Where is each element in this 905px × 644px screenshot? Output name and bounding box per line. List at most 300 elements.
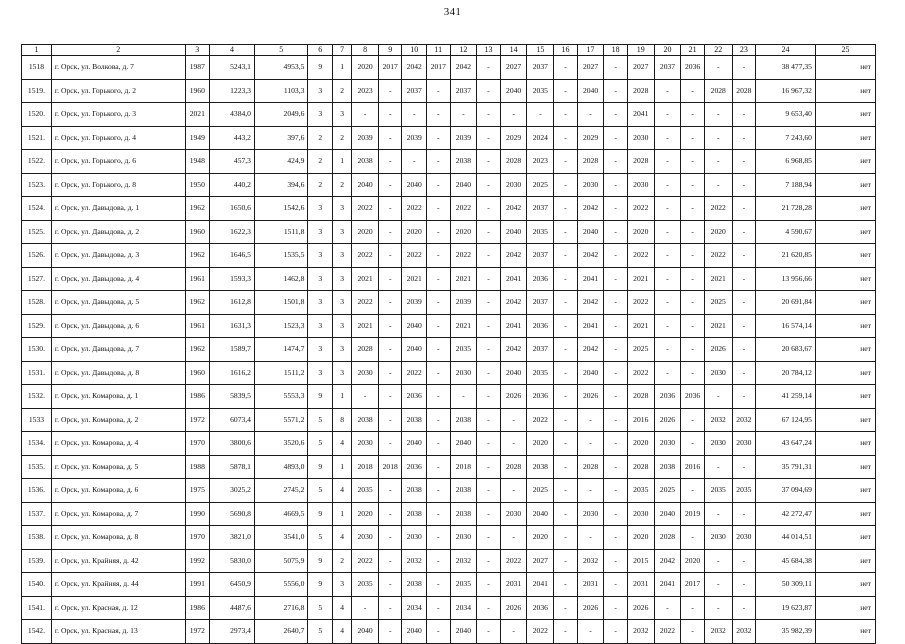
- cell-col-14: -: [500, 620, 527, 644]
- cell-col-19: 2030: [627, 126, 654, 150]
- cell-col-18: -: [604, 479, 628, 503]
- capital-repair-table: [21, 44, 876, 644]
- cell-col-22: -: [704, 173, 732, 197]
- flag-cell: нет: [815, 455, 875, 479]
- cell-col-6: 5: [308, 596, 333, 620]
- cell-col-6: 2: [308, 126, 333, 150]
- cell-col-14: 2028: [500, 150, 527, 174]
- cell-col-17: -: [577, 479, 604, 503]
- table-row: [22, 361, 876, 385]
- cell-col-23: -: [732, 573, 756, 597]
- cost-cell: 43 647,24: [756, 432, 816, 456]
- cell-col-21: 2019: [681, 502, 705, 526]
- cell-col-6: 2: [308, 173, 333, 197]
- cell-col-19: 2028: [627, 150, 654, 174]
- cell-col-5: 1501,8: [254, 291, 307, 315]
- cell-col-5: 4669,5: [254, 502, 307, 526]
- cell-col-7: 2: [333, 79, 352, 103]
- cell-col-22: 2035: [704, 479, 732, 503]
- cell-col-9: -: [378, 385, 402, 409]
- cell-col-23: 2030: [732, 526, 756, 550]
- table-row: [22, 244, 876, 268]
- cell-col-9: -: [378, 103, 402, 127]
- cell-col-9: -: [378, 596, 402, 620]
- row-number: 1529.: [22, 314, 52, 338]
- cell-col-6: 9: [308, 502, 333, 526]
- cell-col-10: 2039: [402, 126, 427, 150]
- cell-col-9: -: [378, 79, 402, 103]
- cell-col-13: -: [477, 244, 501, 268]
- cell-col-16: -: [554, 408, 578, 432]
- cell-col-17: 2040: [577, 220, 604, 244]
- cell-col-6: 3: [308, 314, 333, 338]
- address-cell: г. Орск, ул. Горького, д. 8: [51, 173, 185, 197]
- cell-col-14: 2042: [500, 338, 527, 362]
- cell-col-23: -: [732, 126, 756, 150]
- cell-col-16: -: [554, 385, 578, 409]
- cell-col-18: -: [604, 385, 628, 409]
- cell-col-12: 2021: [450, 314, 477, 338]
- cell-col-19: 2020: [627, 432, 654, 456]
- cell-col-8: 2030: [352, 432, 379, 456]
- cell-col-9: -: [378, 267, 402, 291]
- cell-col-15: 2036: [527, 596, 554, 620]
- table-row: [22, 479, 876, 503]
- cell-col-20: 2028: [654, 526, 681, 550]
- cost-cell: 9 653,40: [756, 103, 816, 127]
- cell-col-6: 5: [308, 526, 333, 550]
- cell-col-15: 2022: [527, 408, 554, 432]
- flag-cell: нет: [815, 620, 875, 644]
- cell-col-19: 2021: [627, 267, 654, 291]
- cell-col-5: 5553,3: [254, 385, 307, 409]
- cell-col-19: 2031: [627, 573, 654, 597]
- cell-col-17: 2030: [577, 173, 604, 197]
- cost-cell: 67 124,95: [756, 408, 816, 432]
- cell-col-3: 1970: [185, 432, 210, 456]
- cost-cell: 50 309,11: [756, 573, 816, 597]
- cell-col-5: 2745,2: [254, 479, 307, 503]
- cell-col-5: 1523,3: [254, 314, 307, 338]
- cost-cell: 7 188,94: [756, 173, 816, 197]
- cell-col-23: -: [732, 361, 756, 385]
- address-cell: г. Орск, ул. Давыдова, д. 6: [51, 314, 185, 338]
- cell-col-12: 2034: [450, 596, 477, 620]
- cell-col-11: -: [427, 620, 451, 644]
- cell-col-23: -: [732, 385, 756, 409]
- cost-cell: 7 243,60: [756, 126, 816, 150]
- cell-col-17: -: [577, 620, 604, 644]
- address-cell: г. Орск, ул. Крайняя, д. 42: [51, 549, 185, 573]
- cell-col-9: -: [378, 549, 402, 573]
- address-cell: г. Орск, ул. Давыдова, д. 8: [51, 361, 185, 385]
- column-header-8: 8: [352, 45, 379, 56]
- cell-col-14: 2042: [500, 244, 527, 268]
- cell-col-3: 1972: [185, 408, 210, 432]
- cell-col-20: -: [654, 150, 681, 174]
- cell-col-5: 1535,5: [254, 244, 307, 268]
- cell-col-8: 2022: [352, 244, 379, 268]
- cell-col-4: 2973,4: [210, 620, 255, 644]
- cell-col-13: -: [477, 126, 501, 150]
- cell-col-4: 6073,4: [210, 408, 255, 432]
- cell-col-8: 2039: [352, 126, 379, 150]
- column-header-11: 11: [427, 45, 451, 56]
- cell-col-16: -: [554, 103, 578, 127]
- flag-cell: нет: [815, 526, 875, 550]
- cell-col-13: -: [477, 150, 501, 174]
- cell-col-9: -: [378, 220, 402, 244]
- cell-col-19: 2041: [627, 103, 654, 127]
- cell-col-17: 2028: [577, 150, 604, 174]
- cell-col-15: 2024: [527, 126, 554, 150]
- cell-col-21: -: [681, 479, 705, 503]
- cell-col-23: -: [732, 502, 756, 526]
- cell-col-11: -: [427, 385, 451, 409]
- cell-col-19: 2022: [627, 361, 654, 385]
- cell-col-8: -: [352, 385, 379, 409]
- cell-col-16: -: [554, 596, 578, 620]
- cell-col-18: -: [604, 291, 628, 315]
- cell-col-16: -: [554, 338, 578, 362]
- address-cell: г. Орск, ул. Комарова, д. 8: [51, 526, 185, 550]
- table-row: [22, 526, 876, 550]
- cell-col-23: -: [732, 150, 756, 174]
- address-cell: г. Орск, ул. Волкова, д. 7: [51, 56, 185, 80]
- cell-col-9: -: [378, 338, 402, 362]
- cell-col-13: -: [477, 197, 501, 221]
- cell-col-18: -: [604, 361, 628, 385]
- cell-col-23: 2035: [732, 479, 756, 503]
- cost-cell: 19 623,87: [756, 596, 816, 620]
- cell-col-3: 1975: [185, 479, 210, 503]
- cost-cell: 21 620,85: [756, 244, 816, 268]
- cell-col-11: -: [427, 573, 451, 597]
- cell-col-17: -: [577, 432, 604, 456]
- cell-col-22: 2020: [704, 220, 732, 244]
- cell-col-23: -: [732, 103, 756, 127]
- cell-col-21: -: [681, 291, 705, 315]
- cell-col-11: -: [427, 502, 451, 526]
- cell-col-7: 1: [333, 455, 352, 479]
- column-header-13: 13: [477, 45, 501, 56]
- cell-col-11: -: [427, 479, 451, 503]
- row-number: 1539.: [22, 549, 52, 573]
- cell-col-3: 1961: [185, 314, 210, 338]
- cell-col-11: -: [427, 596, 451, 620]
- cell-col-15: 2037: [527, 291, 554, 315]
- cell-col-22: 2026: [704, 338, 732, 362]
- cell-col-12: -: [450, 103, 477, 127]
- cell-col-23: 2032: [732, 620, 756, 644]
- cell-col-6: 3: [308, 220, 333, 244]
- cell-col-21: -: [681, 620, 705, 644]
- cell-col-10: 2020: [402, 220, 427, 244]
- cell-col-4: 3800,6: [210, 432, 255, 456]
- address-cell: г. Орск, ул. Красная, д. 13: [51, 620, 185, 644]
- cell-col-7: 3: [333, 197, 352, 221]
- table-row: [22, 502, 876, 526]
- cell-col-21: 2036: [681, 385, 705, 409]
- cell-col-3: 1949: [185, 126, 210, 150]
- cell-col-23: -: [732, 596, 756, 620]
- cell-col-15: 2020: [527, 432, 554, 456]
- cell-col-20: -: [654, 244, 681, 268]
- column-header-19: 19: [627, 45, 654, 56]
- cell-col-21: -: [681, 596, 705, 620]
- cell-col-11: -: [427, 432, 451, 456]
- cell-col-5: 1511,2: [254, 361, 307, 385]
- cell-col-13: -: [477, 173, 501, 197]
- flag-cell: нет: [815, 432, 875, 456]
- cell-col-6: 5: [308, 408, 333, 432]
- cell-col-12: -: [450, 385, 477, 409]
- cost-cell: 13 956,66: [756, 267, 816, 291]
- cell-col-15: 2035: [527, 220, 554, 244]
- cell-col-12: 2018: [450, 455, 477, 479]
- cell-col-9: -: [378, 314, 402, 338]
- cell-col-13: -: [477, 267, 501, 291]
- cell-col-7: 3: [333, 244, 352, 268]
- table-row: [22, 338, 876, 362]
- cell-col-15: 2038: [527, 455, 554, 479]
- cell-col-22: 2028: [704, 79, 732, 103]
- cell-col-3: 1961: [185, 267, 210, 291]
- cell-col-23: -: [732, 549, 756, 573]
- cost-cell: 45 684,38: [756, 549, 816, 573]
- cell-col-20: -: [654, 267, 681, 291]
- cell-col-22: -: [704, 103, 732, 127]
- cell-col-20: -: [654, 361, 681, 385]
- cell-col-20: 2026: [654, 408, 681, 432]
- cell-col-19: 2022: [627, 244, 654, 268]
- address-cell: г. Орск, ул. Комарова, д. 1: [51, 385, 185, 409]
- cell-col-7: 4: [333, 620, 352, 644]
- column-header-25: 25: [815, 45, 875, 56]
- cell-col-12: 2038: [450, 150, 477, 174]
- row-number: 1535.: [22, 455, 52, 479]
- cell-col-9: -: [378, 479, 402, 503]
- cell-col-20: -: [654, 173, 681, 197]
- cell-col-9: -: [378, 620, 402, 644]
- column-header-2: 2: [51, 45, 185, 56]
- row-number: 1536.: [22, 479, 52, 503]
- cell-col-3: 1972: [185, 620, 210, 644]
- cell-col-22: 2022: [704, 197, 732, 221]
- cell-col-20: -: [654, 79, 681, 103]
- cell-col-16: -: [554, 526, 578, 550]
- address-cell: г. Орск, ул. Давыдова, д. 7: [51, 338, 185, 362]
- cell-col-19: 2025: [627, 338, 654, 362]
- cell-col-14: 2042: [500, 197, 527, 221]
- table-row: [22, 549, 876, 573]
- flag-cell: нет: [815, 596, 875, 620]
- cell-col-21: -: [681, 267, 705, 291]
- cell-col-13: -: [477, 549, 501, 573]
- cell-col-20: 2037: [654, 56, 681, 80]
- cell-col-16: -: [554, 432, 578, 456]
- cell-col-14: 2030: [500, 502, 527, 526]
- cell-col-13: -: [477, 291, 501, 315]
- cell-col-17: 2042: [577, 338, 604, 362]
- column-header-21: 21: [681, 45, 705, 56]
- cell-col-21: -: [681, 220, 705, 244]
- column-header-16: 16: [554, 45, 578, 56]
- cell-col-4: 4384,0: [210, 103, 255, 127]
- cell-col-4: 1650,6: [210, 197, 255, 221]
- cell-col-15: 2036: [527, 314, 554, 338]
- cell-col-16: -: [554, 479, 578, 503]
- cell-col-19: 2032: [627, 620, 654, 644]
- cell-col-8: 2038: [352, 150, 379, 174]
- cell-col-22: 2032: [704, 408, 732, 432]
- flag-cell: нет: [815, 267, 875, 291]
- cell-col-15: 2036: [527, 267, 554, 291]
- cell-col-11: -: [427, 173, 451, 197]
- row-number: 1533: [22, 408, 52, 432]
- cell-col-3: 1950: [185, 173, 210, 197]
- cell-col-9: -: [378, 244, 402, 268]
- cell-col-23: -: [732, 220, 756, 244]
- cell-col-8: 2023: [352, 79, 379, 103]
- cell-col-16: -: [554, 549, 578, 573]
- address-cell: г. Орск, ул. Давыдова, д. 1: [51, 197, 185, 221]
- cell-col-13: -: [477, 573, 501, 597]
- cell-col-10: 2039: [402, 291, 427, 315]
- cell-col-7: 3: [333, 267, 352, 291]
- cell-col-4: 1646,5: [210, 244, 255, 268]
- cell-col-10: 2042: [402, 56, 427, 80]
- cell-col-21: 2020: [681, 549, 705, 573]
- address-cell: г. Орск, ул. Красная, д. 12: [51, 596, 185, 620]
- cell-col-8: 2020: [352, 502, 379, 526]
- cell-col-17: -: [577, 526, 604, 550]
- cell-col-12: 2022: [450, 197, 477, 221]
- cell-col-5: 1542,6: [254, 197, 307, 221]
- row-number: 1540.: [22, 573, 52, 597]
- cell-col-7: 3: [333, 361, 352, 385]
- address-cell: г. Орск, ул. Горького, д. 2: [51, 79, 185, 103]
- cell-col-8: -: [352, 596, 379, 620]
- cell-col-10: 2038: [402, 573, 427, 597]
- cell-col-17: 2026: [577, 596, 604, 620]
- cell-col-15: 2036: [527, 385, 554, 409]
- cell-col-16: -: [554, 79, 578, 103]
- cell-col-8: 2020: [352, 56, 379, 80]
- row-number: 1538.: [22, 526, 52, 550]
- cell-col-14: 2030: [500, 173, 527, 197]
- flag-cell: нет: [815, 385, 875, 409]
- cell-col-21: -: [681, 126, 705, 150]
- cell-col-10: 2022: [402, 197, 427, 221]
- table-row: [22, 596, 876, 620]
- cell-col-19: 2028: [627, 455, 654, 479]
- cost-cell: 4 590,67: [756, 220, 816, 244]
- cell-col-10: 2038: [402, 479, 427, 503]
- cell-col-5: 1462,8: [254, 267, 307, 291]
- cell-col-23: -: [732, 267, 756, 291]
- cost-cell: 35 791,31: [756, 455, 816, 479]
- column-header-17: 17: [577, 45, 604, 56]
- column-header-23: 23: [732, 45, 756, 56]
- cell-col-6: 3: [308, 103, 333, 127]
- cell-col-18: -: [604, 150, 628, 174]
- cell-col-19: 2027: [627, 56, 654, 80]
- cell-col-8: 2040: [352, 173, 379, 197]
- flag-cell: нет: [815, 361, 875, 385]
- cell-col-6: 9: [308, 385, 333, 409]
- cell-col-16: -: [554, 502, 578, 526]
- cell-col-7: 1: [333, 150, 352, 174]
- cell-col-17: -: [577, 408, 604, 432]
- cell-col-20: -: [654, 338, 681, 362]
- address-cell: г. Орск, ул. Давыдова, д. 2: [51, 220, 185, 244]
- cell-col-5: 5556,0: [254, 573, 307, 597]
- column-header-3: 3: [185, 45, 210, 56]
- cell-col-8: 2018: [352, 455, 379, 479]
- table-row: [22, 408, 876, 432]
- cell-col-9: -: [378, 197, 402, 221]
- row-number: 1534.: [22, 432, 52, 456]
- cell-col-15: 2037: [527, 197, 554, 221]
- cell-col-22: 2022: [704, 244, 732, 268]
- cell-col-7: 8: [333, 408, 352, 432]
- cost-cell: 16 574,14: [756, 314, 816, 338]
- cell-col-17: 2030: [577, 502, 604, 526]
- cell-col-14: -: [500, 479, 527, 503]
- cell-col-15: 2037: [527, 338, 554, 362]
- cell-col-20: -: [654, 126, 681, 150]
- cell-col-11: -: [427, 408, 451, 432]
- cell-col-18: -: [604, 502, 628, 526]
- cell-col-11: -: [427, 267, 451, 291]
- cell-col-16: -: [554, 56, 578, 80]
- cell-col-11: -: [427, 150, 451, 174]
- row-number: 1531.: [22, 361, 52, 385]
- cell-col-19: 2030: [627, 173, 654, 197]
- cell-col-23: -: [732, 314, 756, 338]
- cell-col-21: -: [681, 173, 705, 197]
- cell-col-19: 2020: [627, 526, 654, 550]
- cell-col-16: -: [554, 267, 578, 291]
- cost-cell: 21 728,28: [756, 197, 816, 221]
- cell-col-4: 5243,1: [210, 56, 255, 80]
- cell-col-22: 2030: [704, 361, 732, 385]
- cell-col-15: 2023: [527, 150, 554, 174]
- cell-col-9: -: [378, 526, 402, 550]
- address-cell: г. Орск, ул. Давыдова, д. 4: [51, 267, 185, 291]
- flag-cell: нет: [815, 56, 875, 80]
- row-number: 1521.: [22, 126, 52, 150]
- cell-col-13: -: [477, 502, 501, 526]
- column-header-1: 1: [22, 45, 52, 56]
- cell-col-12: 2040: [450, 620, 477, 644]
- cell-col-16: -: [554, 573, 578, 597]
- cell-col-12: 2042: [450, 56, 477, 80]
- cell-col-10: 2022: [402, 361, 427, 385]
- flag-cell: нет: [815, 150, 875, 174]
- cell-col-6: 3: [308, 267, 333, 291]
- cell-col-12: 2032: [450, 549, 477, 573]
- cell-col-19: 2020: [627, 220, 654, 244]
- cell-col-5: 3520,6: [254, 432, 307, 456]
- cell-col-19: 2026: [627, 596, 654, 620]
- cell-col-15: 2025: [527, 479, 554, 503]
- cell-col-8: 2035: [352, 479, 379, 503]
- table-row: [22, 56, 876, 80]
- cell-col-3: 1962: [185, 291, 210, 315]
- cell-col-18: -: [604, 197, 628, 221]
